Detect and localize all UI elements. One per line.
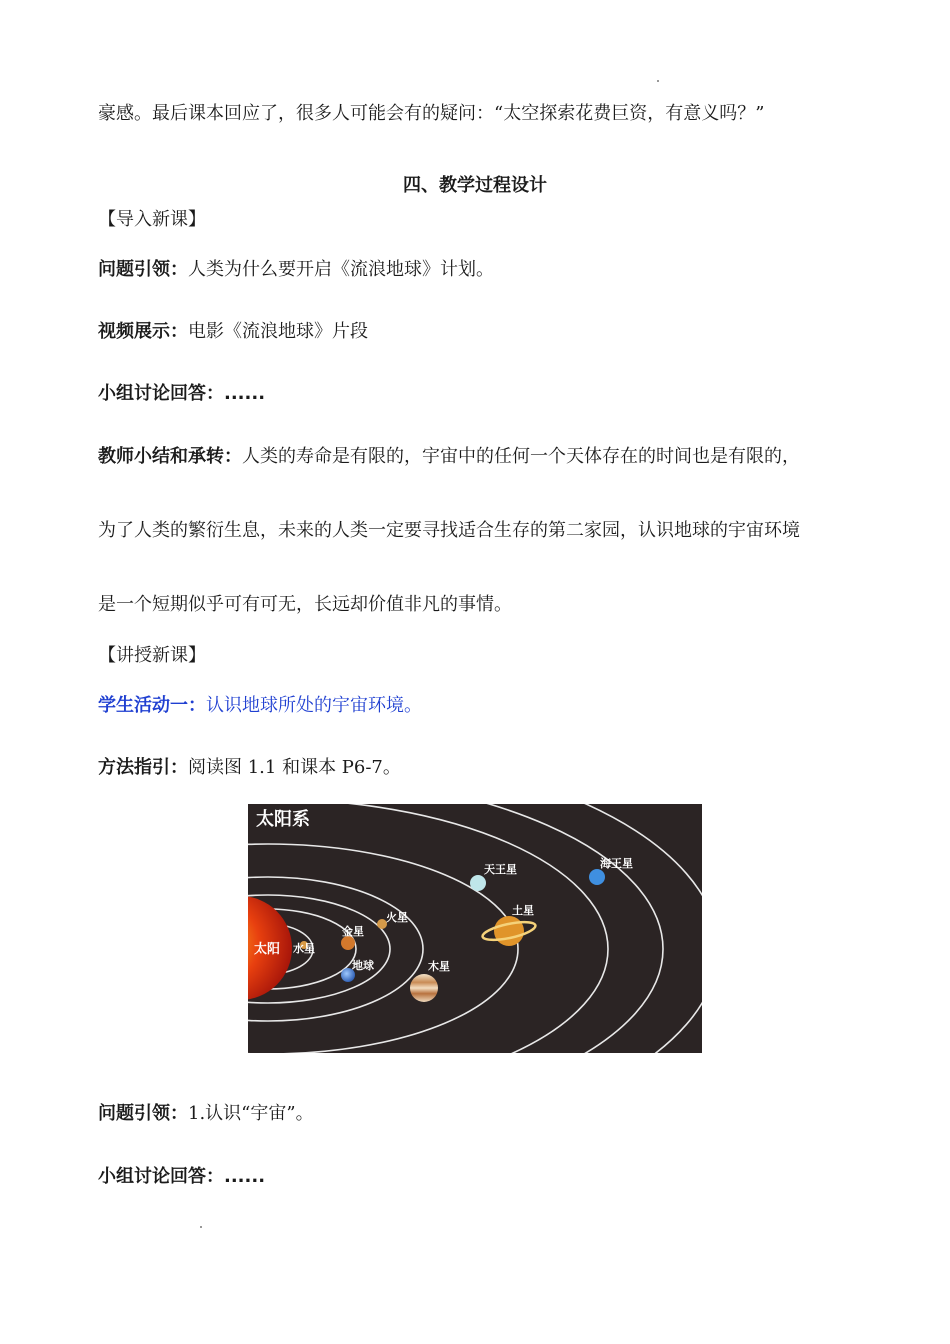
solar-system-figure [248, 804, 702, 1053]
question-label: 问题引领： [98, 259, 188, 280]
uranus-label: 天王星 [484, 863, 517, 876]
intro-section-header: 【导入新课】 [98, 209, 206, 230]
teach-section-header: 【讲授新课】 [98, 645, 206, 666]
mars-label: 火星 [386, 911, 408, 924]
video-text: 电影《流浪地球》片段 [188, 321, 368, 342]
summary-line-2: 为了人类的繁衍生息，未来的人类一定要寻找适合生存的第二家园，认识地球的宇宙环境 [98, 520, 800, 541]
question-text: 人类为什么要开启《流浪地球》计划。 [188, 259, 494, 280]
summary-line-3: 是一个短期似乎可有可无，长远却价值非凡的事情。 [98, 594, 512, 615]
question-label-2: 问题引领： [98, 1103, 188, 1124]
discussion-line [98, 382, 265, 406]
neptune-icon [589, 869, 605, 885]
video-line [98, 320, 368, 344]
question-text-2: 1.认识“宇宙”。 [188, 1103, 314, 1124]
discussion-label-2: 小组讨论回答： [98, 1166, 224, 1187]
activity-text: 认识地球所处的宇宙环境。 [206, 695, 422, 716]
discussion-text-2: ...... [224, 1166, 266, 1187]
jupiter-icon [410, 974, 438, 1002]
video-label: 视频展示： [98, 321, 188, 342]
stray-mark-bottom [200, 1226, 202, 1228]
method-label: 方法指引： [98, 757, 188, 778]
uranus-icon [470, 875, 486, 891]
method-line [98, 756, 401, 780]
section-title: 四、教学过程设计 [403, 175, 547, 196]
intro-question-line [98, 258, 494, 282]
neptune-label: 海王星 [600, 857, 633, 870]
sun-label: 太阳 [254, 942, 281, 957]
summary-text-1: 人类的寿命是有限的，宇宙中的任何一个天体存在的时间也是有限的， [242, 446, 800, 467]
venus-label: 金星 [342, 925, 364, 938]
summary-line-1 [98, 445, 800, 469]
activity-line [98, 694, 422, 718]
mercury-label: 水星 [293, 942, 315, 955]
intro-paragraph-end: 豪感。最后课本回应了，很多人可能会有的疑问：“太空探索花费巨资，有意义吗？” [98, 103, 765, 124]
figure-title: 太阳系 [256, 809, 310, 830]
method-text: 阅读图 1.1 和课本 P6-7。 [188, 757, 401, 778]
question-line-2 [98, 1102, 314, 1126]
venus-icon [341, 936, 355, 950]
stray-mark-top [657, 80, 659, 82]
saturn-label: 土星 [512, 904, 534, 917]
discussion-label: 小组讨论回答： [98, 383, 224, 404]
discussion-text: ...... [224, 383, 266, 404]
activity-label: 学生活动一： [98, 695, 206, 716]
jupiter-label: 木星 [428, 960, 450, 973]
earth-label: 地球 [352, 959, 374, 972]
summary-label: 教师小结和承转： [98, 446, 242, 467]
discussion-line-2 [98, 1165, 265, 1189]
